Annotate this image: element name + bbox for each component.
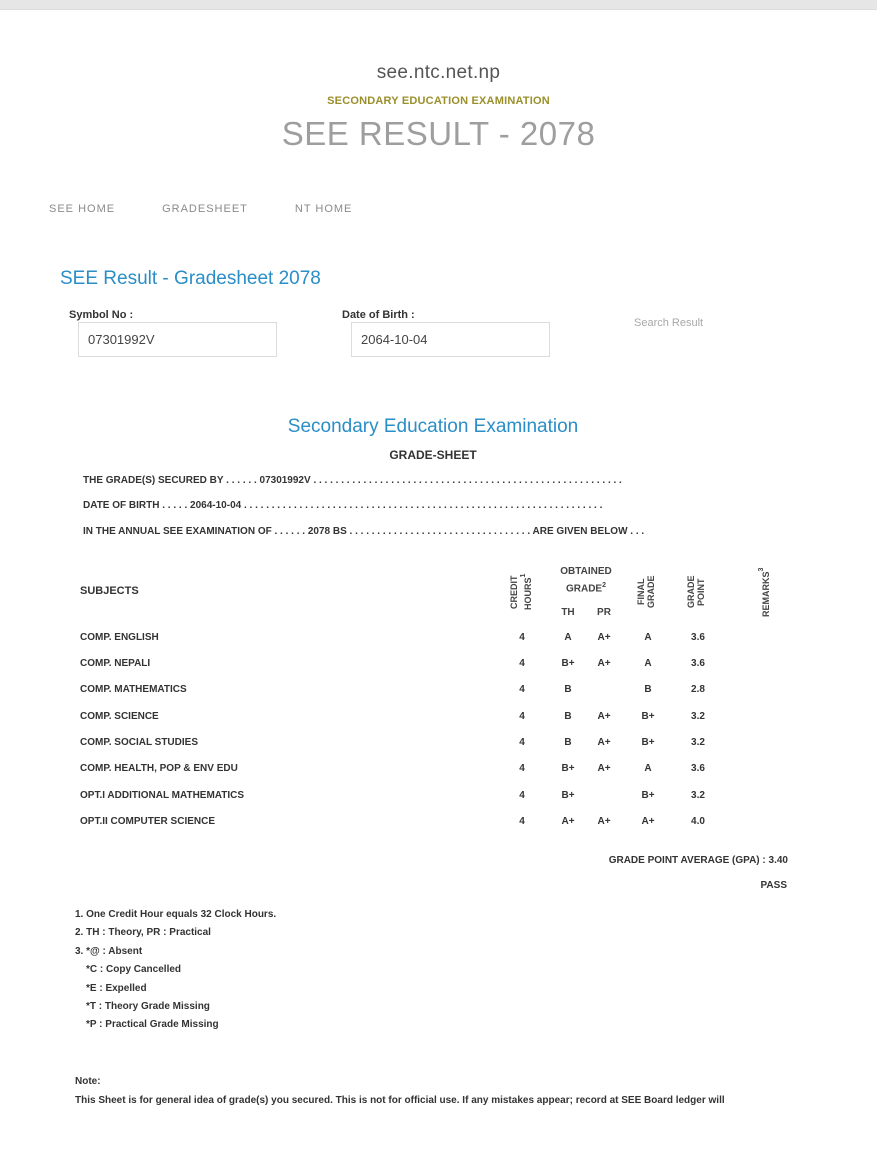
nav-gradesheet[interactable]: GRADESHEET	[162, 203, 248, 215]
final-grade-cell: A	[644, 763, 652, 774]
header-obtained-grade: OBTAINED GRADE$^2$	[560, 566, 612, 595]
subject-cell: COMP. MATHEMATICS	[80, 684, 187, 695]
final-grade-cell: A	[644, 658, 652, 669]
footnote-2: 2. TH : Theory, PR : Practical	[75, 927, 211, 938]
pr-cell: A+	[597, 632, 611, 643]
footnote-theory-missing: *T : Theory Grade Missing	[86, 1001, 210, 1012]
th-cell: A	[564, 632, 572, 643]
gradesheet-title: Secondary Education Examination	[287, 416, 579, 437]
th-cell: B+	[561, 790, 575, 801]
symbol-label: Symbol No :	[69, 309, 134, 321]
th-cell: B	[564, 711, 572, 722]
grade-point-cell: 2.8	[691, 684, 705, 695]
dob-line: DATE OF BIRTH . . . . . 2064-10-04 . . . . . . . . . . . . . . . . . . . . . . . . . . . . . . . . . . . . . . . . . . . . . . . . . . . . . . . . . . . . . . . . .	[83, 500, 603, 511]
header-subjects: SUBJECTS	[80, 585, 139, 597]
table-row	[0, 711, 877, 727]
th-cell: B	[564, 684, 572, 695]
footnote-3: 3. *@ : Absent	[75, 946, 143, 957]
note-label: Note:	[75, 1076, 101, 1087]
footnote-1: 1. One Credit Hour equals 32 Clock Hours.	[75, 909, 277, 920]
footnote-practical-missing: *P : Practical Grade Missing	[86, 1019, 219, 1030]
final-grade-cell: B	[644, 684, 652, 695]
header-credit-hours: CREDIT HOURS$^1$	[509, 573, 533, 611]
main-nav	[49, 203, 399, 215]
subject-cell: COMP. NEPALI	[80, 658, 151, 669]
final-grade-cell: B+	[641, 737, 655, 748]
th-cell: B	[564, 737, 572, 748]
table-row	[0, 737, 877, 753]
secured-by-line: THE GRADE(S) SECURED BY . . . . . . 07301992V . . . . . . . . . . . . . . . . . . . . . . . . . . . . . . . . . . . . . . . . . . . . . . . . . . . . . . . .	[83, 475, 622, 486]
credit-cell: 4	[519, 632, 525, 643]
subject-cell: COMP. SCIENCE	[80, 711, 159, 722]
table-row	[0, 816, 877, 832]
subject-cell: COMP. ENGLISH	[80, 632, 159, 643]
grade-point-cell: 3.6	[691, 632, 705, 643]
pr-cell: A+	[597, 737, 611, 748]
th-cell: B+	[561, 658, 575, 669]
table-row	[0, 658, 877, 674]
result-status: PASS	[760, 880, 787, 891]
pr-cell: A+	[597, 711, 611, 722]
subject-cell: COMP. HEALTH, POP & ENV EDU	[80, 763, 238, 774]
th-cell: A+	[561, 816, 575, 827]
subject-cell: OPT.II COMPUTER SCIENCE	[80, 816, 216, 827]
grade-point-cell: 3.2	[691, 711, 705, 722]
final-grade-cell: A	[644, 632, 652, 643]
final-grade-cell: B+	[641, 711, 655, 722]
credit-cell: 4	[519, 763, 525, 774]
final-grade-cell: A+	[641, 816, 655, 827]
gradesheet-subtitle: GRADE-SHEET	[389, 448, 477, 462]
pr-cell: A+	[597, 658, 611, 669]
pr-cell: A+	[597, 763, 611, 774]
subject-cell: COMP. SOCIAL STUDIES	[80, 737, 198, 748]
nav-nt-home[interactable]: NT HOME	[294, 203, 353, 215]
search-result-button[interactable]: Search Result	[634, 317, 704, 329]
form-heading: SEE Result - Gradesheet 2078	[60, 268, 321, 289]
credit-cell: 4	[519, 816, 525, 827]
grade-point-cell: 3.2	[691, 790, 705, 801]
header-pr: PR	[597, 607, 611, 618]
th-cell: B+	[561, 763, 575, 774]
header-remarks: REMARKS$^3$	[758, 567, 771, 617]
credit-cell: 4	[519, 711, 525, 722]
final-grade-cell: B+	[641, 790, 655, 801]
table-row	[0, 632, 877, 648]
dob-input[interactable]	[351, 322, 550, 357]
grade-point-cell: 3.6	[691, 763, 705, 774]
browser-top-bar	[0, 0, 877, 10]
header-th: TH	[561, 607, 575, 618]
header-grade-point: GRADE POINT	[686, 575, 706, 609]
site-title: SEE RESULT - 2078	[281, 115, 596, 152]
grade-point-cell: 3.6	[691, 658, 705, 669]
symbol-input[interactable]	[78, 322, 277, 357]
footnote-copy-cancelled: *C : Copy Cancelled	[86, 964, 182, 975]
credit-cell: 4	[519, 658, 525, 669]
header-final-grade: FINAL GRADE	[636, 575, 656, 609]
exam-line: IN THE ANNUAL SEE EXAMINATION OF . . . . . . 2078 BS . . . . . . . . . . . . . . . . . . . . . . . . . . . . . . . . . ARE GIVEN BELOW . . .	[83, 526, 645, 537]
note-text: This Sheet is for general idea of grade(s) you secured. This is not for official use. If any mistakes appear; record at SEE Board ledger will	[75, 1095, 725, 1106]
gpa-summary: GRADE POINT AVERAGE (GPA) : 3.40	[608, 855, 788, 866]
site-url: see.ntc.net.np	[376, 62, 501, 83]
nav-see-home[interactable]: SEE HOME	[49, 203, 116, 215]
table-row	[0, 763, 877, 779]
grade-point-cell: 4.0	[691, 816, 705, 827]
pr-cell: A+	[597, 816, 611, 827]
table-row	[0, 684, 877, 700]
site-subtitle: SECONDARY EDUCATION EXAMINATION	[327, 95, 550, 107]
dob-label: Date of Birth :	[342, 309, 415, 321]
credit-cell: 4	[519, 790, 525, 801]
grade-point-cell: 3.2	[691, 737, 705, 748]
credit-cell: 4	[519, 684, 525, 695]
credit-cell: 4	[519, 737, 525, 748]
table-row	[0, 790, 877, 806]
subject-cell: OPT.I ADDITIONAL MATHEMATICS	[80, 790, 245, 801]
footnote-expelled: *E : Expelled	[86, 983, 147, 994]
